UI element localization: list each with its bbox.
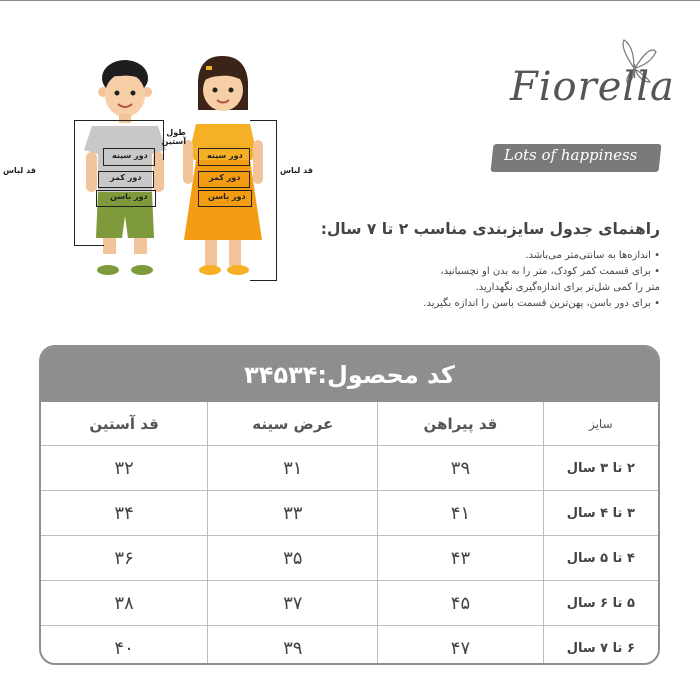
chest-width-cell: ۳۷ [207, 581, 377, 625]
note-item: • اندازه‌ها به سانتی‌متر می‌باشد. [525, 250, 660, 261]
dress-length-cell: ۴۳ [377, 536, 542, 580]
boy-length-bottom [74, 245, 104, 246]
table-row [41, 625, 658, 665]
size-cell: ۵ تا ۶ سال [543, 581, 658, 625]
header-size: سایز [543, 402, 658, 445]
boy-sleeve-label: طول آستین [161, 128, 186, 146]
girl-chest-label: دور سینه [207, 151, 243, 160]
header-chest-width: عرض سینه [207, 402, 377, 445]
header-sleeve-length: قد آستین [89, 414, 159, 433]
children-drawing [0, 40, 300, 300]
girl-length-bottom [250, 280, 277, 281]
chest-width-cell: ۳۳ [207, 491, 377, 535]
table-row [41, 580, 658, 625]
girl-waist-label: دور کمر [209, 173, 241, 182]
brand-logo [490, 38, 675, 188]
sleeve-length-cell: ۳۸ [114, 592, 134, 614]
dress-length-cell: ۴۷ [377, 626, 542, 665]
boy-chest-label: دور سینه [112, 151, 148, 160]
boy-length-top [74, 120, 164, 121]
table-row [41, 445, 658, 490]
girl-length-line [276, 120, 277, 280]
size-cell: ۲ تا ۳ سال [543, 446, 658, 490]
product-code: کد محصول:۳۴۵۳۴ [244, 360, 455, 389]
table-header-row [41, 402, 658, 445]
note-item: • برای دور باسن، پهن‌ترین قسمت باسن را اندازه بگیرید. [423, 298, 660, 309]
size-illustration [0, 40, 313, 300]
sleeve-length-cell: ۳۴ [114, 502, 134, 524]
brand-tagline: Lots of happiness [504, 146, 638, 164]
note-item: متر را کمی شل‌تر برای اندازه‌گیری نگهدارید. [475, 282, 660, 293]
girl-length-label: قد لباس [280, 166, 313, 175]
sleeve-length-cell: ۴۰ [114, 637, 134, 659]
dress-length-cell: ۴۵ [377, 581, 542, 625]
note-item: • برای قسمت کمر کودک، متر را به بدن او نچسبانید، [440, 266, 660, 277]
girl-hip-label: دور باسن [208, 192, 246, 201]
dress-length-cell: ۳۹ [377, 446, 542, 490]
product-code-header [41, 347, 658, 402]
chest-width-cell: ۳۹ [207, 626, 377, 665]
size-guide-notes [340, 248, 660, 312]
boy-hip-label: دور باسن [110, 192, 148, 201]
girl-length-top [250, 120, 277, 121]
header-dress-length: قد پیراهن [377, 402, 542, 445]
boy-waist-label: دور کمر [110, 173, 142, 182]
chest-width-cell: ۳۱ [207, 446, 377, 490]
table-row [41, 535, 658, 580]
chest-width-cell: ۳۵ [207, 536, 377, 580]
size-cell: ۶ تا ۷ سال [543, 626, 658, 665]
boy-length-label: قد لباس [3, 166, 36, 175]
boy-length-line [74, 120, 75, 245]
sleeve-length-cell: ۳۲ [114, 457, 134, 479]
boy-figure [84, 60, 166, 275]
dress-length-cell: ۴۱ [377, 491, 542, 535]
size-table [39, 345, 660, 665]
sleeve-length-cell: ۳۶ [114, 547, 134, 569]
top-border-line [0, 0, 700, 1]
size-cell: ۳ تا ۴ سال [543, 491, 658, 535]
size-guide-title: راهنمای جدول سایزبندی مناسب ۲ تا ۷ سال: [320, 220, 660, 238]
size-cell: ۴ تا ۵ سال [543, 536, 658, 580]
table-row [41, 490, 658, 535]
brand-name: Fiorella [510, 64, 675, 110]
